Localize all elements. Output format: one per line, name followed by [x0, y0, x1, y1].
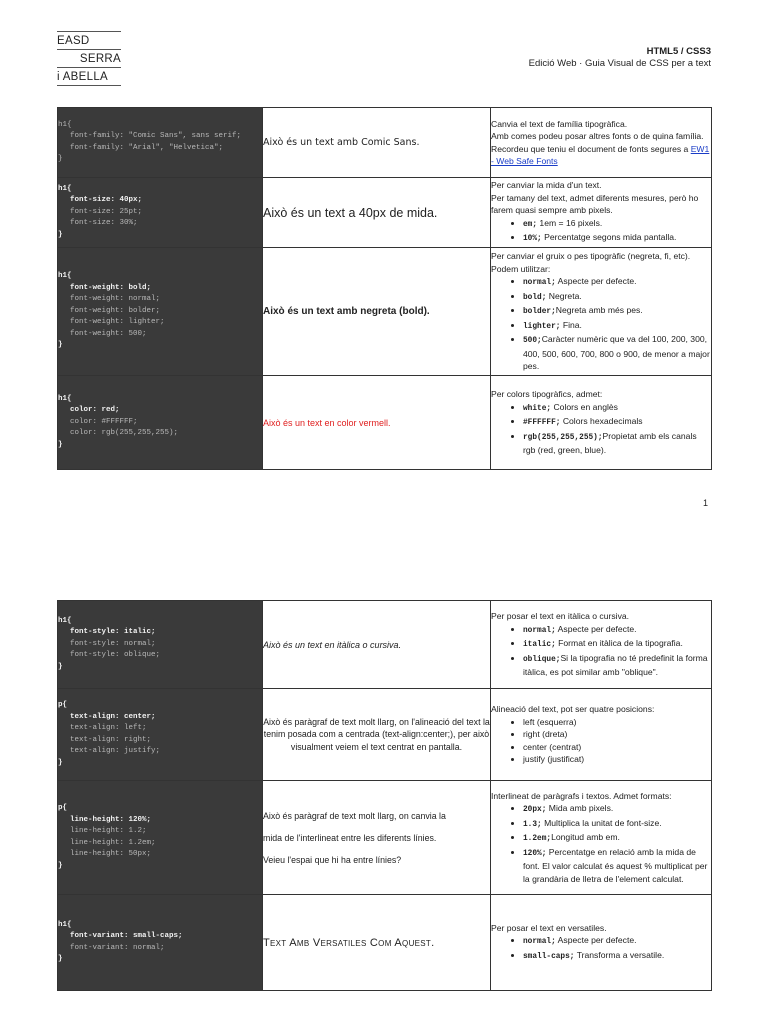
description-cell — [491, 895, 712, 991]
css-code-cell — [58, 108, 263, 178]
code-line: font-weight: normal; — [70, 295, 161, 304]
description-line — [491, 610, 711, 623]
description-cell — [491, 689, 712, 781]
bullet-text: Negreta amb més pes. — [555, 305, 643, 316]
code-line: text-align: left; — [70, 724, 147, 732]
example-text: Això és un text a 40px de mida. — [263, 205, 438, 220]
code-line: font-size: 40px; — [70, 196, 143, 205]
description-text: Per canviar el gruix o pes tipogràfic (negreta, fi, etc). Podem utilitzar: — [491, 251, 691, 274]
bullet-text: Caràcter numèric que va del 100, 200, 300, 400, 500, 600, 700, 800 o 900, de menor a major pes. — [523, 334, 710, 372]
description-text: Per canviar la mida d'un text. — [491, 180, 602, 191]
bullet-code: bolder; — [523, 308, 556, 317]
bullet-text: Colors hexadecimals — [560, 416, 643, 427]
description-text: Interlineat de paràgrafs i textos. Admet formats: — [491, 790, 672, 801]
bullet-item — [523, 949, 711, 964]
example-cell — [263, 376, 491, 470]
code-line: line-height: 120%; — [70, 815, 152, 824]
css-code-cell — [58, 689, 263, 781]
code-line: h1{ — [58, 394, 72, 403]
bullet-text: Fina. — [560, 319, 582, 330]
css-code-cell — [58, 781, 263, 895]
bullet-item — [523, 934, 711, 949]
code-line: } — [58, 955, 63, 963]
css-code-cell — [58, 248, 263, 376]
bullet-item — [523, 802, 711, 817]
bullet-text: Negreta. — [546, 290, 582, 301]
example-text: mida de l'interlineat entre les diferents línies. — [263, 832, 437, 843]
css-code-cell — [58, 178, 263, 248]
example-text: Text Amb Versatiles Com Aquest. — [263, 936, 435, 949]
description-line — [491, 179, 711, 192]
code-line: font-style: normal; — [70, 639, 156, 648]
example-text: Això és paràgraf de text molt llarg, on l'alineació del text la tenim posada com a centrada (text-align:center;), per això visualment veiem el text centrat en pantalla. — [263, 716, 490, 752]
bullet-item: • right (dreta) — [523, 728, 711, 741]
example-cell — [263, 689, 491, 781]
document-title: HTML5 / CSS3 — [646, 46, 711, 57]
web-safe-fonts-link[interactable]: EW1 - Web Safe Fonts — [491, 143, 710, 166]
bullet-list — [491, 217, 711, 246]
bullet-list — [491, 623, 711, 679]
guide-row — [58, 689, 712, 781]
code-line: font-weight: bold; — [70, 283, 152, 292]
example-text: Això és un text en color vermell. — [263, 417, 391, 428]
description-line — [491, 192, 711, 217]
bullet-text: Multiplica la unitat de font-size. — [541, 817, 662, 828]
guide-row — [58, 895, 712, 991]
code-line: } — [58, 861, 63, 870]
css-code-cell — [58, 376, 263, 470]
bullet-item — [523, 623, 711, 638]
code-line: h1{ — [58, 120, 72, 129]
example-cell — [263, 178, 491, 248]
bullet-item — [523, 831, 711, 846]
description-cell — [491, 108, 712, 178]
bullet-list — [491, 802, 711, 885]
example-text: Això és un text amb Comic Sans. — [263, 137, 420, 148]
bullet-list — [491, 275, 711, 373]
description-text: Per tamany del text, admet diferents mesures, però ho farem quasi sempre amb pixels. — [491, 192, 699, 216]
description-line — [491, 130, 711, 168]
code-line: text-align: justify; — [70, 747, 161, 755]
bullet-list — [491, 934, 711, 963]
description-text: Alineació del text, pot ser quatre posicions: — [491, 704, 655, 715]
guide-row — [58, 376, 712, 470]
bullet-item: • left (esquerra) — [523, 716, 711, 729]
bullet-text: Longitud amb em. — [551, 832, 620, 843]
css-code-cell — [58, 601, 263, 689]
bullet-text: Mida amb pixels. — [546, 803, 614, 814]
bullet-text: Aspecte per defecte. — [555, 935, 637, 946]
logo-line-1: EASD — [57, 35, 90, 47]
code-line: } — [58, 758, 63, 767]
bullet-text: Propietat amb els canals rgb (red, green, blue). — [523, 430, 697, 456]
bullet-text: Colors en anglès — [551, 401, 618, 412]
code-line: line-height: 1.2; — [70, 827, 147, 835]
description-text: Amb comes podeu posar altres fonts o de quina família. Recordeu que teniu el document de fonts segures a — [491, 131, 704, 154]
description-line — [491, 118, 711, 131]
bullet-code: 1.3; — [523, 820, 542, 829]
bullet-code: 10%; — [523, 235, 542, 244]
bullet-item — [523, 401, 711, 416]
guide-row — [58, 178, 712, 248]
code-line: font-weight: bolder; — [70, 306, 161, 315]
code-line: } — [58, 155, 63, 163]
bullet-item — [523, 275, 711, 290]
code-line: font-style: italic; — [70, 628, 156, 637]
guide-row — [58, 108, 712, 178]
example-text: Veieu l'espai que hi ha entre línies? — [263, 854, 402, 865]
page-number: 1 — [702, 498, 708, 508]
bullet-code: bold; — [523, 293, 547, 302]
logo-line-2: SERRA — [79, 53, 121, 65]
bullet-item — [523, 231, 711, 246]
css-code-cell — [58, 895, 263, 991]
bullet-code: small-caps; — [523, 952, 575, 961]
code-line: font-weight: 500; — [70, 329, 147, 338]
code-line: h1{ — [58, 616, 72, 625]
css-guide-table-1 — [57, 107, 712, 470]
description-cell — [491, 248, 712, 376]
bullet-code: italic; — [523, 641, 556, 650]
code-line: } — [58, 440, 63, 449]
code-line: line-height: 1.2em; — [70, 838, 156, 847]
logo-rule — [57, 67, 121, 68]
bullet-code: 500; — [523, 337, 542, 346]
example-cell — [263, 601, 491, 689]
description-cell — [491, 376, 712, 470]
code-line: color: rgb(255,255,255); — [70, 429, 179, 438]
bullet-text: Si la tipografia no té predefinit la forma itàlica, es pot similar amb "oblique". — [523, 652, 708, 678]
code-line: } — [58, 230, 63, 239]
code-line: font-family: "Arial", "Helvetica"; — [70, 143, 224, 152]
code-line: font-size: 25pt; — [70, 207, 143, 216]
bullet-code: em; — [523, 220, 538, 229]
description-text: Per posar el text en versatiles. — [491, 922, 607, 933]
bullet-text: Aspecte per defecte. — [555, 623, 637, 634]
bullet-code: lighter; — [523, 322, 561, 331]
code-line: font-weight: lighter; — [70, 318, 165, 327]
document-header — [529, 46, 711, 70]
logo-rule — [57, 85, 121, 86]
description-text: Per colors tipogràfics, admet: — [491, 389, 603, 400]
bullet-list — [491, 716, 711, 766]
bullet-item — [523, 333, 711, 373]
code-line: p{ — [58, 804, 68, 812]
bullet-text: Transforma a versatile. — [574, 949, 665, 960]
code-line: } — [58, 341, 63, 350]
example-cell — [263, 781, 491, 895]
bullet-list — [491, 401, 711, 457]
logo-line-3: i ABELLA — [57, 71, 108, 83]
bullet-code: 120%; — [523, 849, 547, 858]
description-text: Canvia el text de família tipogràfica. — [491, 118, 628, 129]
code-line: h1{ — [58, 272, 72, 281]
bullet-code: 20px; — [523, 806, 547, 815]
code-line: color: red; — [70, 406, 120, 415]
bullet-code: normal; — [523, 279, 556, 288]
bullet-code: normal; — [523, 626, 556, 635]
description-cell — [491, 781, 712, 895]
bullet-text: 1em = 16 pixels. — [537, 217, 603, 228]
example-text: Això és paràgraf de text molt llarg, on canvia la — [263, 810, 446, 821]
bullet-item — [523, 415, 711, 430]
bullet-text: Format en itàlica de la tipografia. — [555, 638, 683, 649]
code-line: color: #FFFFFF; — [70, 417, 138, 426]
bullet-code: oblique; — [523, 655, 561, 664]
code-line: h1{ — [58, 184, 72, 193]
bullet-item: • justify (justificat) — [523, 753, 711, 766]
logo-rule — [57, 49, 121, 50]
bullet-item — [523, 217, 711, 232]
description-line — [491, 922, 711, 935]
bullet-text: Percentatge segons mida pantalla. — [541, 232, 677, 243]
code-line: font-style: oblique; — [70, 651, 161, 660]
description-line — [491, 388, 711, 401]
code-line: h1{ — [58, 920, 72, 929]
code-line: font-variant: normal; — [70, 943, 165, 952]
bullet-code: rgb(255,255,255); — [523, 433, 603, 442]
bullet-item — [523, 290, 711, 305]
bullet-item — [523, 319, 711, 334]
bullet-code: white; — [523, 404, 552, 413]
bullet-item — [523, 637, 711, 652]
guide-row — [58, 781, 712, 895]
bullet-text: Aspecte per defecte. — [555, 276, 637, 287]
bullet-text: Percentatge en relació amb la mida de font. El valor calculat és aquest % multiplicat per la grandària de lletra de l'element calculat. — [523, 846, 708, 884]
description-cell — [491, 178, 712, 248]
example-cell — [263, 108, 491, 178]
example-cell — [263, 895, 491, 991]
code-line: } — [58, 662, 63, 671]
bullet-item — [523, 846, 711, 886]
guide-row — [58, 248, 712, 376]
bullet-item — [523, 304, 711, 319]
school-logo — [57, 30, 121, 89]
code-line: font-variant: small-caps; — [70, 932, 183, 940]
example-text: Això és un text amb negreta (bold). — [263, 306, 430, 317]
logo-rule — [57, 31, 121, 32]
bullet-item — [523, 652, 711, 679]
description-text: Per posar el text en itàlica o cursiva. — [491, 611, 630, 622]
description-cell — [491, 601, 712, 689]
example-text: Això és un text en itàlica o cursiva. — [263, 639, 402, 650]
description-line — [491, 703, 711, 716]
bullet-code: #FFFFFF; — [523, 419, 561, 428]
description-line — [491, 790, 711, 803]
code-line: p{ — [58, 701, 68, 709]
guide-row — [58, 601, 712, 689]
code-line: text-align: right; — [70, 735, 152, 744]
bullet-item — [523, 817, 711, 832]
document-subtitle: Edició Web · Guia Visual de CSS per a text — [528, 58, 711, 69]
bullet-item: • center (centrat) — [523, 741, 711, 754]
bullet-item — [523, 430, 711, 457]
example-cell — [263, 248, 491, 376]
code-line: font-family: "Comic Sans", sans serif; — [70, 132, 242, 140]
css-guide-table-2 — [57, 600, 712, 991]
code-line: text-align: center; — [70, 712, 156, 721]
bullet-code: 1.2em; — [523, 835, 552, 844]
code-line: line-height: 50px; — [70, 850, 152, 858]
code-line: font-size: 30%; — [70, 219, 138, 228]
description-line — [491, 250, 711, 275]
bullet-code: normal; — [523, 938, 556, 947]
